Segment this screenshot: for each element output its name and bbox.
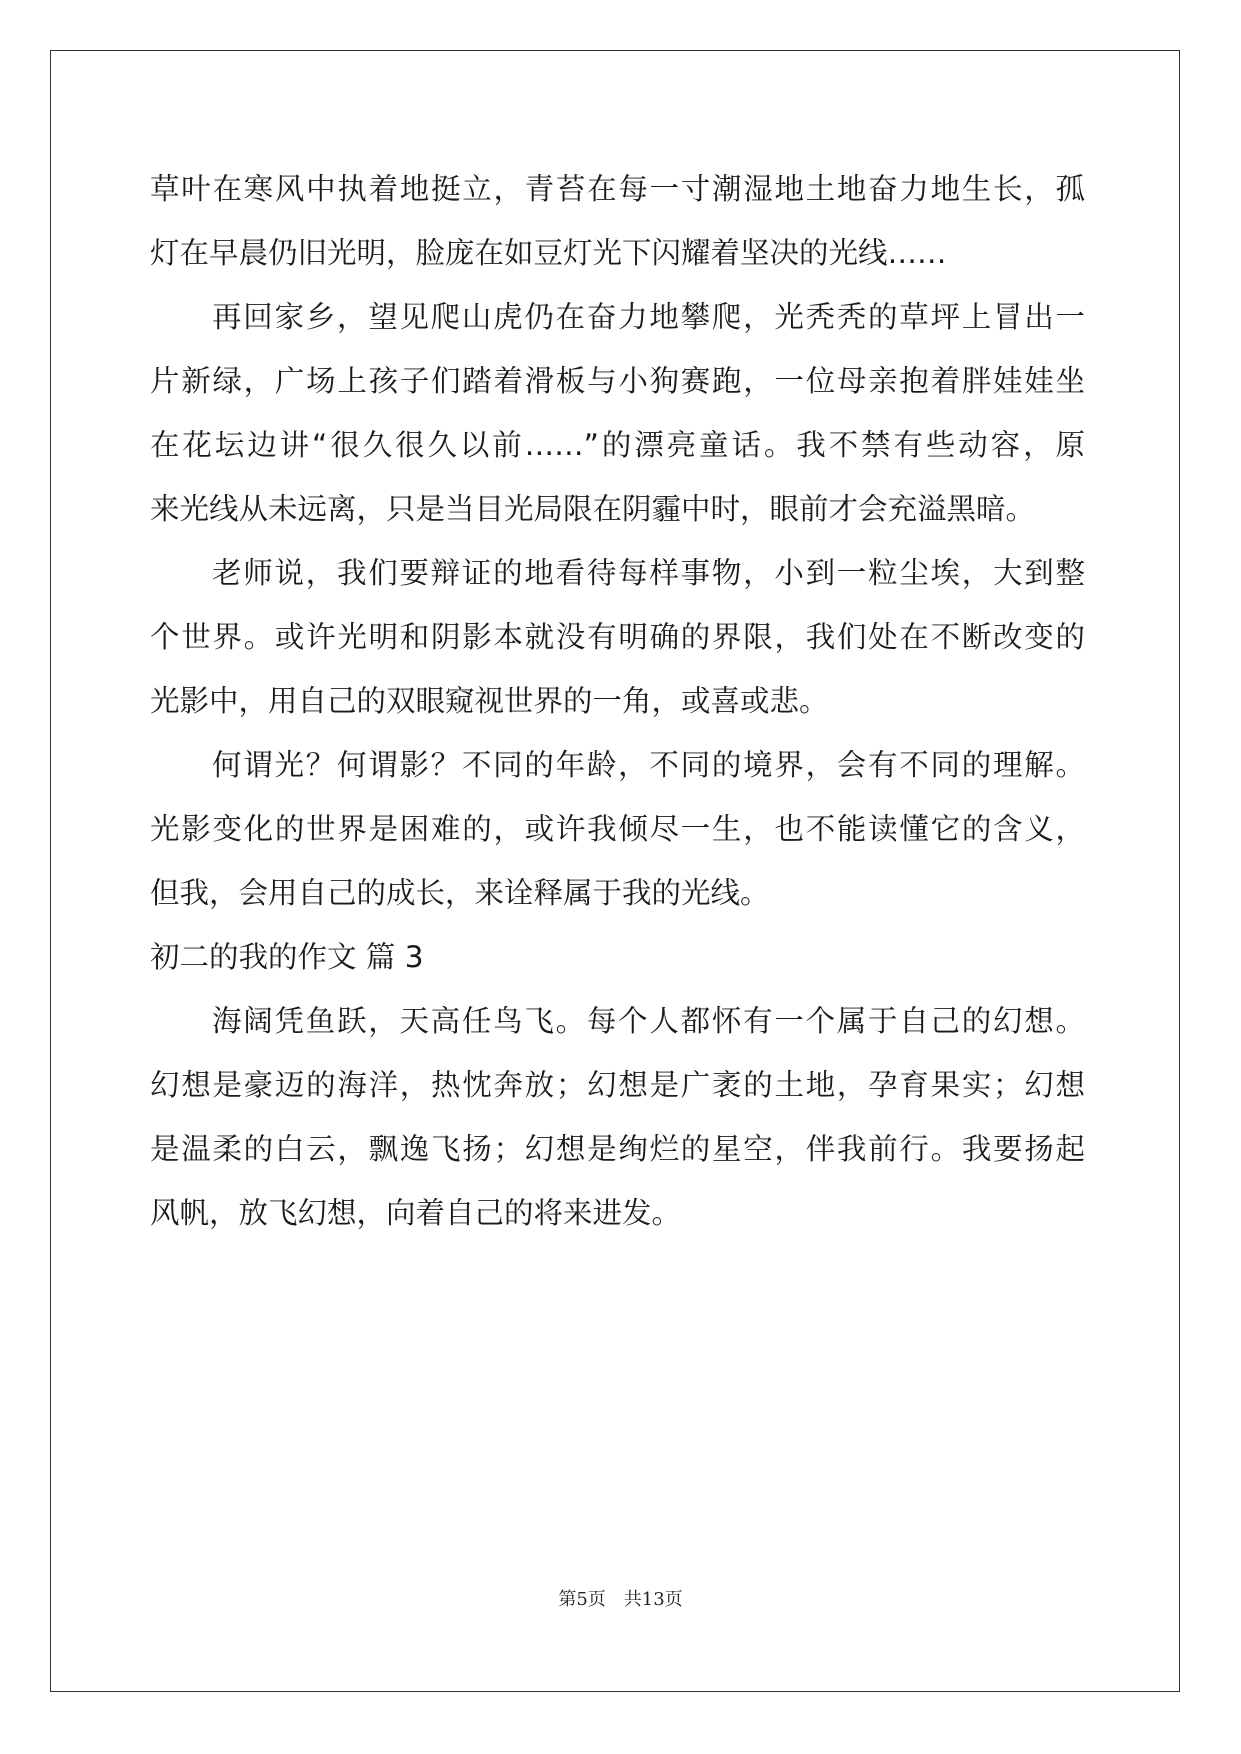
- text-line: 来光线从未远离，只是当目光局限在阴霾中时，眼前才会充溢黑暗。: [150, 492, 1036, 526]
- page-label: 第: [558, 1589, 577, 1610]
- total-unit: 页: [664, 1589, 683, 1610]
- paragraph: [150, 989, 1085, 1245]
- text-line: 在花坛边讲“很久很久以前……”的漂亮童话。我不禁有些动容，原: [150, 428, 1085, 462]
- page-unit: 页: [587, 1589, 606, 1610]
- paragraph: [150, 541, 1085, 733]
- text-line: 但我，会用自己的成长，来诠释属于我的光线。: [150, 876, 770, 910]
- paragraph: [150, 733, 1085, 925]
- paragraph: [150, 157, 1085, 285]
- text-line: 个世界。或许光明和阴影本就没有明确的界限，我们处在不断改变的: [150, 620, 1085, 654]
- text-line: 幻想是豪迈的海洋，热忱奔放；幻想是广袤的土地，孕育果实；幻想: [150, 1068, 1085, 1102]
- text-line: 何谓光？何谓影？不同的年龄，不同的境界，会有不同的理解。: [212, 748, 1085, 782]
- paragraph: [150, 285, 1085, 541]
- section-heading: 初二的我的作文 篇 3: [150, 940, 424, 974]
- text-line: 风帆，放飞幻想，向着自己的将来进发。: [150, 1196, 682, 1230]
- text-line: 光影变化的世界是困难的，或许我倾尽一生，也不能读懂它的含义，: [150, 812, 1085, 846]
- document-body: [150, 157, 1085, 1245]
- text-line: 再回家乡，望见爬山虎仍在奋力地攀爬，光秃秃的草坪上冒出一: [212, 300, 1085, 334]
- text-line: 海阔凭鱼跃，天高任鸟飞。每个人都怀有一个属于自己的幻想。: [212, 1004, 1085, 1038]
- total-label: 共: [623, 1589, 642, 1610]
- page-number: 5: [576, 1589, 588, 1610]
- page-footer: [0, 1588, 1241, 1612]
- text-line: 片新绿，广场上孩子们踏着滑板与小狗赛跑，一位母亲抱着胖娃娃坐: [150, 364, 1085, 398]
- text-line: 老师说，我们要辩证的地看待每样事物，小到一粒尘埃，大到整: [212, 556, 1085, 590]
- text-line: 灯在早晨仍旧光明，脸庞在如豆灯光下闪耀着坚决的光线……: [150, 236, 947, 270]
- text-line: 光影中，用自己的双眼窥视世界的一角，或喜或悲。: [150, 684, 829, 718]
- text-line: 是温柔的白云，飘逸飞扬；幻想是绚烂的星空，伴我前行。我要扬起: [150, 1132, 1085, 1166]
- text-line: 草叶在寒风中执着地挺立，青苔在每一寸潮湿地土地奋力地生长，孤: [150, 172, 1085, 206]
- total-pages: 13: [641, 1589, 665, 1610]
